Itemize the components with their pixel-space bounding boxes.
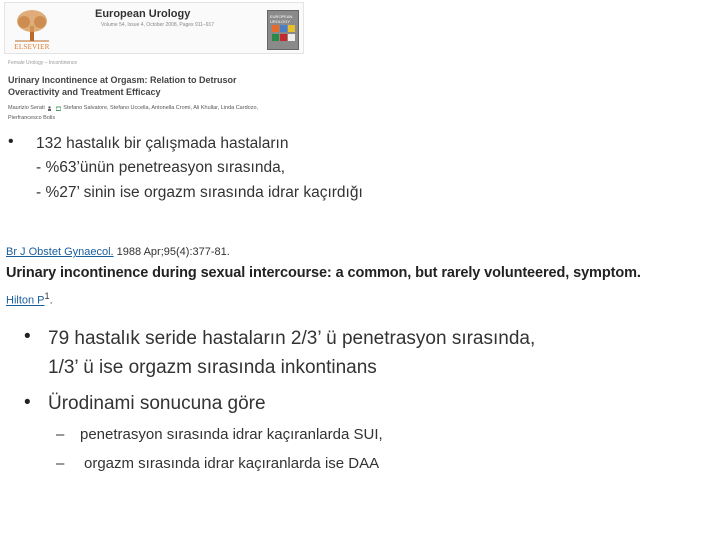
sub-bullet-1-text: penetrasyon sırasında idrar kaçıranlarda SUI, xyxy=(80,426,383,443)
cover-square xyxy=(288,25,295,32)
cover-square xyxy=(280,34,287,41)
breadcrumb: Female Urology – Incontinence xyxy=(8,60,78,66)
person-icon xyxy=(47,105,52,110)
journal-name[interactable]: European Urology xyxy=(95,8,191,20)
author-affiliation-marker: 1 xyxy=(44,291,50,301)
coauthors[interactable]: Stefano Salvatore, Stefano Uccella, Antonella Cromi, Ali Khullar, Linda Cardozo, Pierfrancesco Bolis xyxy=(8,105,259,121)
cover-square xyxy=(280,25,287,32)
journal-header-image xyxy=(4,2,304,54)
citation-title: Urinary incontinence during sexual intercourse: a common, but rarely volunteered, symptom. xyxy=(6,265,641,281)
journal-cover-image xyxy=(267,10,299,50)
bullet-3-text: Ürodinami sonucuna göre xyxy=(48,393,266,414)
first-author[interactable]: Maurizio Serati xyxy=(8,105,45,111)
cover-square xyxy=(288,34,295,41)
cover-square xyxy=(272,34,279,41)
citation-author-tail: . xyxy=(49,294,53,307)
bullet-2-line-2: 1/3’ ü ise orgazm sırasında inkontinans xyxy=(48,357,377,378)
bullet-1-line-2: - %63’ünün penetreasyon sırasında, xyxy=(36,159,286,176)
mail-icon[interactable] xyxy=(56,105,61,110)
citation-author xyxy=(6,291,53,307)
journal-issue[interactable]: Volume 54, Issue 4, October 2008, Pages 911–917 xyxy=(101,22,215,28)
cover-title: EUROPEAN UROLOGY xyxy=(270,14,293,24)
bullet-2-line-1: 79 hastalık seride hastaların 2/3’ ü penetrasyon sırasında, xyxy=(48,328,536,349)
paper-authors xyxy=(8,103,288,123)
cover-square xyxy=(272,25,279,32)
paper-title: Urinary Incontinence at Orgasm: Relation to Detrusor Overactivity and Treatment Efficacy xyxy=(8,75,237,97)
publisher-name: ELSEVIER xyxy=(14,43,50,51)
citation-journal-link[interactable]: Br J Obstet Gynaecol. xyxy=(6,246,114,258)
elsevier-tree-logo-icon xyxy=(11,8,53,50)
bullet-icon: • xyxy=(8,133,14,150)
bullet-1-line-1: 132 hastalık bir çalışmada hastaların xyxy=(36,135,289,152)
sub-bullet-2-text: orgazm sırasında idrar kaçıranlarda ise DAA xyxy=(84,455,380,472)
citation-details: 1988 Apr;95(4):377-81. xyxy=(113,246,230,258)
sub-bullet-dash: – xyxy=(56,455,65,472)
bullet-icon: • xyxy=(24,326,31,347)
citation-source xyxy=(6,246,230,258)
citation-author-link[interactable]: Hilton P xyxy=(6,294,45,307)
bullet-1-line-3: - %27’ sinin ise orgazm sırasında idrar kaçırdığı xyxy=(36,184,363,201)
bullet-icon: • xyxy=(24,392,31,413)
sub-bullet-dash: – xyxy=(56,426,65,443)
